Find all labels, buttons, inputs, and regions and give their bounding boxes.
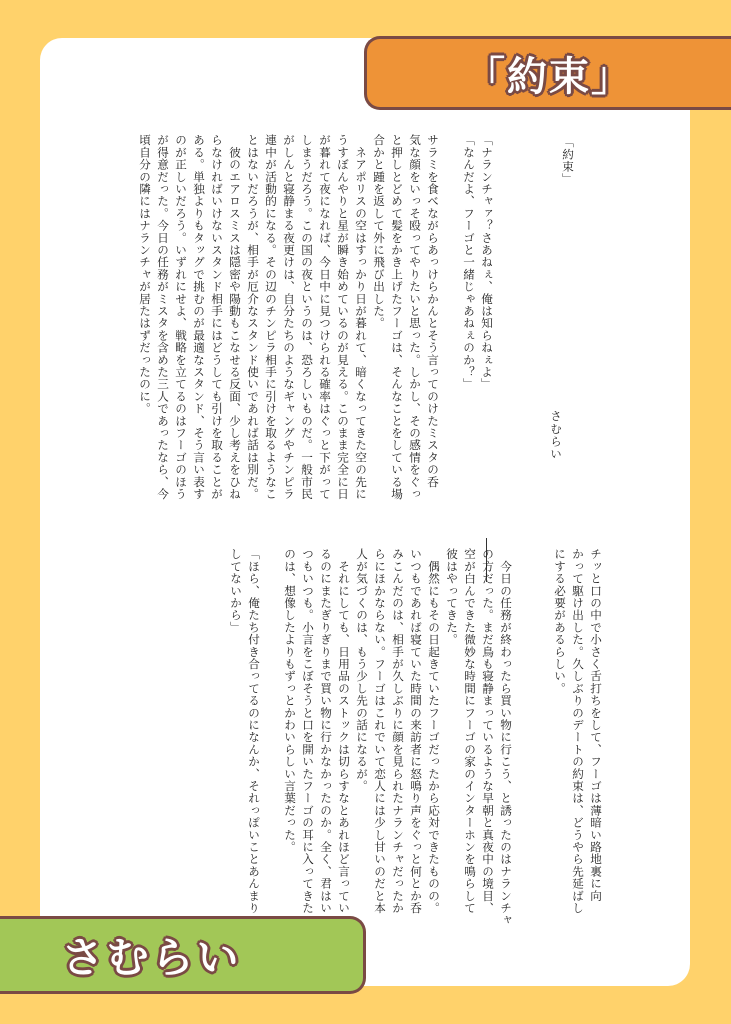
text-line: 空が白んできた微妙な時間にフーゴの家のインターホンを鳴らして [463, 548, 477, 914]
text-line: それにしても、日用品のストックは切らすなとあれほど言ってい [337, 548, 351, 914]
text-line: の方だった。まだ鳥も寝静まっているような早朝と真夜中の境目、 [481, 548, 495, 914]
story-heading: 「約束」 [561, 136, 575, 185]
text-line: とはないだろうが、相手が厄介なスタンド使いであれば話は別だ。 [246, 134, 260, 500]
text-line: 頃自分の隣にはナランチャが居たはずだったのに。 [138, 134, 152, 415]
text-block-upper [136, 134, 496, 504]
text-line: しまうだろう。この国の夜というのは、恐ろしいものだ。一般市民 [300, 134, 314, 500]
title-banner [364, 36, 731, 110]
text-line: つもいつも。小言をこぼそうと口を開いたフーゴの耳に入ってきた [301, 548, 315, 914]
text-block-lower [227, 548, 605, 927]
text-line: 連中が活動的になる。その辺のチンピラ相手に引けを取るようなこ [264, 134, 278, 500]
text-line: してないから」 [229, 548, 243, 634]
text-line [263, 548, 281, 918]
text-line: ネアポリスの空はすっかり日が暮れて、暗くなってきた空の先に [354, 134, 368, 500]
text-line: かって駆け出した。久しぶりのデートの約束は、どうやら先延ばし [571, 548, 585, 914]
text-line: うすぼんやりと星が瞬き始めているのが見える。このまま完全に日 [336, 134, 350, 500]
text-line: 人が気づくのは、もう少し先の話になるが。 [355, 548, 369, 792]
text-line: 合かと踵を返して外に飛び出した。 [372, 134, 386, 330]
text-line: いつもであれば寝ていた時間の来訪者に怒鳴り声をぐっと何とか呑 [409, 548, 423, 914]
text-line: のが正しいだろう。いずれにせよ、戦略を立てるのはフーゴのほう [174, 134, 188, 500]
text-line: 気な顔をいっそ殴ってやりたいと思った。しかし、その感情をぐっ [408, 134, 422, 500]
story-byline: さむらい [549, 410, 563, 461]
text-line: ある。単独よりもタッグで挑むのが最適なスタンド、そう言い表す [192, 134, 206, 500]
text-line [515, 548, 533, 918]
text-line: と押しとどめて髪をかき上げたフーゴは、そんなことをしている場 [390, 134, 404, 500]
text-line: が得意だった。今日の任務がミスタを含めた三人であったなら、今 [156, 134, 170, 500]
text-line: にする必要があるらしい。 [553, 548, 567, 695]
text-line: チッと口の中で小さく舌打ちをして、フーゴは薄暗い路地裏に向 [589, 548, 603, 902]
text-line: 「なんだよ、フーゴと一緒じゃあねぇのか？」 [462, 134, 476, 391]
text-line: 彼はやってきた。 [445, 548, 459, 646]
text-line: 彼のエアロスミスは隠密や陽動もこなせる反面、少し考えをひね [228, 134, 242, 500]
text-line: がしんと寝静まる夜更けは、自分たちのようなギャングやチンピラ [282, 134, 296, 500]
text-line: らなければいけないスタンド相手にはどうしても引けを取ることが [210, 134, 224, 500]
author-name: さむらい [61, 933, 242, 982]
text-line: みこんだのは、相手が久しぶりに顔を見られたナランチャだったか [391, 548, 405, 914]
text-line: のは、想像したよりもずっとかわいらしい言葉だった。 [283, 548, 297, 853]
story-title: 「約束」 [465, 53, 633, 100]
text-line [533, 548, 551, 918]
text-line: 「ナランチャァ？さあねぇ、俺は知らねぇよ」 [480, 134, 494, 391]
text-line: 「ほら、俺たち付き合ってるのになんか、それっぽいことあんまり [247, 548, 261, 914]
text-line: 今日の任務が終わったら買い物に行こう、と誘ったのはナランチャ [499, 548, 513, 927]
text-line: サラミを食べながらあっけらかんとそう言ってのけたミスタの呑 [426, 134, 440, 488]
text-line: るのにまたぎりぎりまで買い物に行かなかったのか。全く、君はい [319, 548, 333, 914]
text-line: が暮れて夜になれば、今日中に見つけられる確率はぐっと下がって [318, 134, 332, 500]
author-banner [0, 916, 366, 994]
text-line: らにほかならない。フーゴはこれでいて恋人には少し甘いのだと本 [373, 548, 387, 914]
text-line: 偶然にもその日起きていたフーゴだったから応対できたものの。 [427, 548, 441, 914]
text-line [442, 134, 460, 504]
